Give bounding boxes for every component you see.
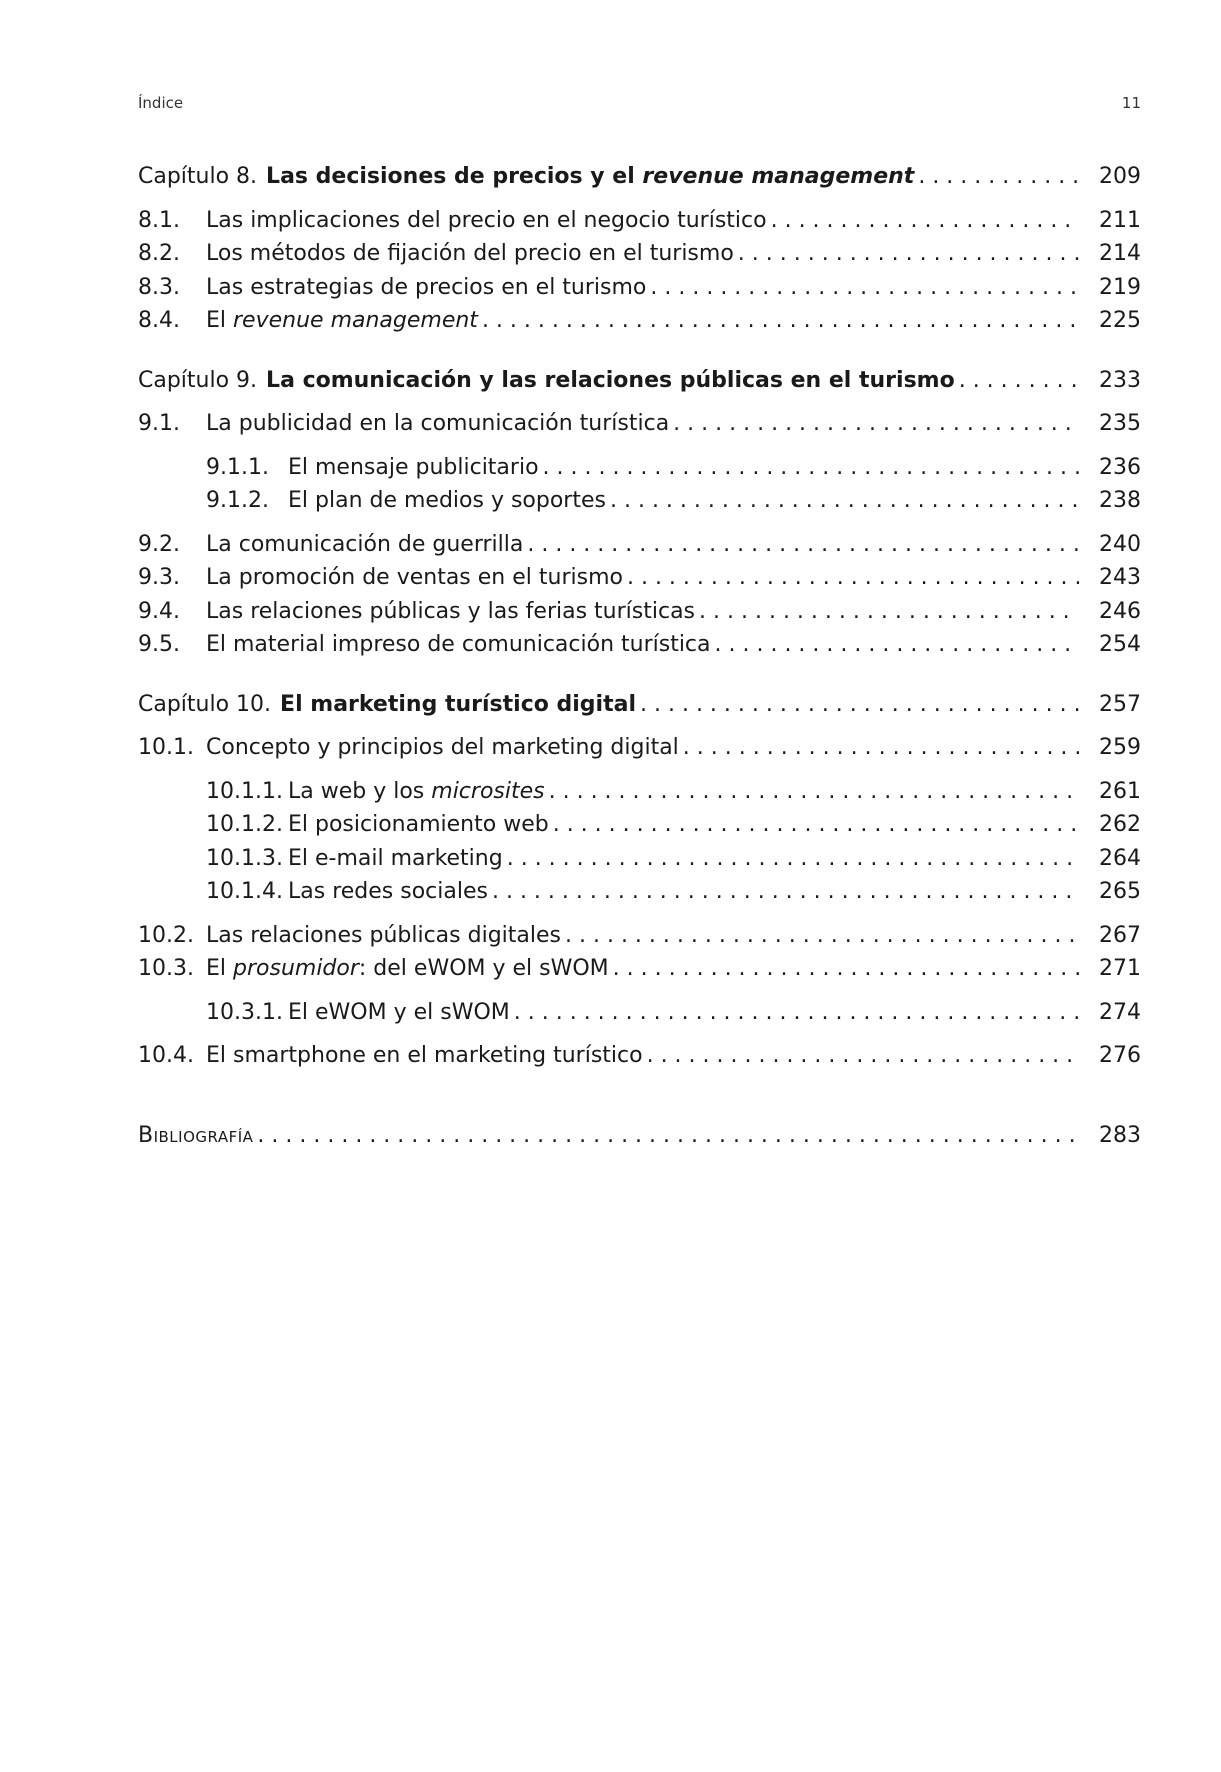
toc-entry-9-3[interactable] (138, 561, 1141, 595)
leader-dots (482, 304, 1079, 338)
leader-dots (771, 204, 1079, 238)
bibliography-title: Bibliografía (138, 1122, 254, 1148)
entry-number: 10.1.4. (206, 879, 283, 904)
entry-number: 9.2. (138, 531, 180, 557)
toc-bibliography[interactable] (138, 1119, 1141, 1153)
toc-entry-8-4[interactable] (138, 304, 1141, 338)
header-section-title: Índice (138, 94, 184, 112)
leader-dots (640, 688, 1079, 722)
entry-number: 10.1.1. (206, 778, 283, 804)
entry-title: La promoción de ventas en el turismo (206, 565, 623, 590)
entry-number: 9.1.1. (206, 454, 269, 480)
page-number: 259 (1099, 735, 1141, 760)
page-number: 267 (1099, 922, 1141, 948)
entry-title: La publicidad en la comunicación turística (206, 411, 670, 436)
leader-dots (683, 731, 1079, 765)
toc-entry-9-1-1[interactable] (138, 451, 1141, 485)
chapter-title: El marketing turístico digital (280, 691, 636, 717)
page-number: 254 (1099, 632, 1141, 657)
page-number: 209 (1099, 164, 1141, 189)
leader-dots (514, 996, 1079, 1030)
entry-title: La comunicación de guerrilla (206, 531, 524, 557)
entry-title: El mensaje publicitario (288, 454, 539, 480)
page-number: 262 (1099, 812, 1141, 837)
page-number: 271 (1099, 956, 1141, 981)
page-number: 265 (1099, 879, 1141, 904)
leader-dots (613, 952, 1079, 986)
leader-dots (565, 919, 1079, 953)
header-page-number: 11 (1121, 94, 1141, 112)
entry-number: 10.3.1. (206, 999, 283, 1025)
toc-entry-8-3[interactable] (138, 271, 1141, 305)
page-number: 214 (1099, 241, 1141, 266)
chapter-prefix: Capítulo 9. (138, 367, 258, 393)
entry-number: 10.4. (138, 1043, 194, 1068)
entry-title: El material impreso de comunicación turística (206, 632, 711, 657)
toc-chapter-8[interactable] (138, 160, 1141, 194)
toc-entry-10-1-2[interactable] (138, 808, 1141, 842)
leader-dots (492, 875, 1079, 909)
entry-title: Concepto y principios del marketing digital (206, 735, 679, 760)
chapter-title: Las decisiones de precios y el revenue management (266, 164, 915, 189)
page-number: 238 (1099, 488, 1141, 513)
toc-chapter-9[interactable] (138, 364, 1141, 398)
leader-dots (959, 364, 1079, 398)
entry-number: 10.1. (138, 735, 194, 760)
entry-number: 10.3. (138, 956, 194, 981)
toc-entry-10-1-3[interactable] (138, 842, 1141, 876)
entry-title: La web y los microsites (288, 778, 545, 804)
page-number: 225 (1099, 308, 1141, 333)
leader-dots (549, 775, 1079, 809)
entry-number: 10.2. (138, 922, 194, 948)
entry-number: 8.4. (138, 308, 180, 333)
entry-title: Las implicaciones del precio en el negocio turístico (206, 207, 767, 233)
page-number: 240 (1099, 531, 1141, 557)
entry-number: 8.2. (138, 241, 180, 266)
entry-title: Las redes sociales (288, 879, 488, 904)
page-number: 243 (1099, 565, 1141, 590)
leader-dots (627, 561, 1079, 595)
entry-title: El smartphone en el marketing turístico (206, 1043, 643, 1068)
toc-entry-8-1[interactable] (138, 204, 1141, 238)
chapter-title: La comunicación y las relaciones públicas en el turismo (266, 367, 955, 393)
page-number: 233 (1099, 367, 1141, 393)
entry-title: Las relaciones públicas digitales (206, 922, 561, 948)
page-number: 261 (1099, 778, 1141, 804)
page-number: 236 (1099, 454, 1141, 480)
entry-title: Las estrategias de precios en el turismo (206, 274, 647, 300)
leader-dots (257, 1119, 1079, 1153)
entry-title: El e-mail marketing (288, 845, 503, 871)
leader-dots (543, 451, 1079, 485)
chapter-prefix: Capítulo 10. (138, 691, 272, 717)
toc-entry-8-2[interactable] (138, 237, 1141, 271)
entry-title: El posicionamiento web (288, 812, 549, 837)
entry-number: 9.4. (138, 598, 180, 624)
toc-entry-9-1[interactable] (138, 407, 1141, 441)
toc-entry-9-2[interactable] (138, 528, 1141, 562)
entry-title: Las relaciones públicas y las ferias turísticas (206, 598, 696, 624)
entry-title: El revenue management (206, 308, 478, 333)
toc-entry-10-4[interactable] (138, 1039, 1141, 1073)
leader-dots (610, 484, 1079, 518)
page-number: 246 (1099, 598, 1141, 624)
page-number: 235 (1099, 411, 1141, 436)
toc-entry-10-3[interactable] (138, 952, 1141, 986)
chapter-prefix: Capítulo 8. (138, 164, 258, 189)
page-number: 211 (1099, 207, 1141, 233)
entry-number: 10.1.3. (206, 845, 283, 871)
leader-dots (553, 808, 1079, 842)
entry-title: El eWOM y el sWOM (288, 999, 510, 1025)
entry-title: Los métodos de fijación del precio en el turismo (206, 241, 734, 266)
toc-entry-10-2[interactable] (138, 919, 1141, 953)
leader-dots (647, 1039, 1079, 1073)
toc-entry-9-1-2[interactable] (138, 484, 1141, 518)
leader-dots (738, 237, 1079, 271)
toc-entry-10-3-1[interactable] (138, 996, 1141, 1030)
entry-number: 9.1.2. (206, 488, 269, 513)
leader-dots (527, 528, 1079, 562)
toc-chapter-10[interactable] (138, 688, 1141, 722)
page-number: 219 (1099, 274, 1141, 300)
leader-dots (673, 407, 1079, 441)
toc-entry-9-4[interactable] (138, 595, 1141, 629)
toc-entry-10-1[interactable] (138, 731, 1141, 765)
toc-entry-10-1-4[interactable] (138, 875, 1141, 909)
page-number: 276 (1099, 1043, 1141, 1068)
running-header (138, 94, 1141, 112)
entry-number: 10.1.2. (206, 812, 283, 837)
entry-number: 8.3. (138, 274, 180, 300)
entry-title: El prosumidor: del eWOM y el sWOM (206, 956, 609, 981)
page-number: 283 (1099, 1122, 1141, 1148)
leader-dots (918, 160, 1079, 194)
leader-dots (650, 271, 1079, 305)
page-number: 264 (1099, 845, 1141, 871)
toc-entry-10-1-1[interactable] (138, 775, 1141, 809)
leader-dots (715, 628, 1079, 662)
table-of-contents (138, 160, 1141, 1152)
toc-entry-9-5[interactable] (138, 628, 1141, 662)
entry-number: 9.1. (138, 411, 180, 436)
page-number: 257 (1099, 691, 1141, 717)
entry-number: 8.1. (138, 207, 180, 233)
leader-dots (699, 595, 1079, 629)
page-number: 274 (1099, 999, 1141, 1025)
entry-number: 9.3. (138, 565, 180, 590)
entry-number: 9.5. (138, 632, 180, 657)
entry-title: El plan de medios y soportes (288, 488, 606, 513)
leader-dots (507, 842, 1079, 876)
